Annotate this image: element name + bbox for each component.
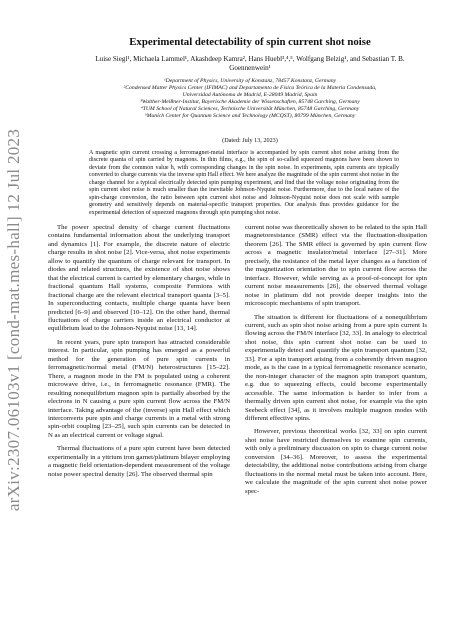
arxiv-stamp [2,128,26,512]
dated-line: (Dated: July 13, 2023) [222,137,278,144]
affiliation-line: ⁵Munich Center for Quantum Science and Technology (MCQST), 80799 München, Germany [144,112,356,119]
abstract: A magnetic spin current crossing a ferromagnet-metal interface is accompanied by spin current shot noise arising from the discrete quanta of spin carried by magnons. In thin films, e.g., the spin of so-called squeezed magnons have been shown to deviate from the common value ħ, with corresponding changes in the spin noise. In experiments, spin currents are typically converted to charge currents via the inverse spin Hall effect. We here analyze the magnitude of the spin current shot noise in the charge channel for a typical electrically detected spin pumping experiment, and find that the voltage noise originating from the spin current shot noise is much smaller than the inevitable Johnson-Nyquist noise. Furthermore, due to the local nature of the spin-charge conversion, the ratio between spin current shot noise and Johnson-Nyquist noise does not scale with sample geometry and sensitively depends on material-specific transport properties. Our analysis thus provides guidance for the experimental detection of squeezed magnons through spin pumping shot noise. [89,150,399,216]
arxiv-stamp-text: arXiv:2307.06103v1 [cond-mat.mes-hall] 12 Jul 2023 [4,128,23,512]
affiliation-line: ⁴TUM School of Natural Sciences, Technische Universität München, 85748 Garching, Germany [140,105,360,112]
paragraph: current noise was theoretically shown to be related to the spin Hall magnetoresistance (SMR) effect via the fluctuation-dissipation theorem [26]. The SMR effect is governed by spin current flow across a magnetic insulator/metal interface [27–31]. More precisely, the resistance of the metal layer changes as a function of the magnetization orientation due to spin current flow across the interface. However, while serving as a proof-of-concept for spin current noise measurements [26], the observed thermal voltage noise in platinum did not provide deeper insights into the microscopic mechanisms of spin transport. [245,224,427,308]
paragraph: However, previous theoretical works [32, 33] on spin current shot noise have restricted themselves to examine spin currents, with only a preliminary discussion on spin to charge current noise conversion [34–36]. Moreover, to assess the experimental detectability, the additional noise contributions arising from charge fluctuations in the normal metal must be taken into account. Here, we calculate the magnitude of the spin current shot noise power spec- [245,428,427,495]
paper-title: Experimental detectability of spin current shot noise [129,36,371,48]
affiliations [62,78,438,119]
paragraph: In recent years, pure spin transport has attracted considerable interest. In particular, spin pumping has emerged as a powerful method for the generation of pure spin currents in ferromagnetic/normal metal (FM/N) heterostructures [15–22]. There, a magnon mode in the FM is populated using a coherent microwave drive, i.e., in ferromagnetic resonance (FMR). The resulting nonequilibrium magnon spin is partially absorbed by the electrons in N causing a pure spin current flow across the FM/N interface. Taking advantage of the (inverse) spin Hall effect which interconverts pure spin and charge currents in a metal with strong spin-orbit coupling [23–25], such spin currents can be detected in N as an electrical current or voltage signal. [48,338,230,439]
paragraph: The power spectral density of charge current fluctuations contains fundamental information about the underlying transport and dynamics [1]. For example, the discrete nature of electric charge results in shot noise [2]. Vice-versa, shot noise experiments allow to quantify the quantum of charge relevant for transport. In diodes and related structures, the existence of shot noise shows that the electrical current is carried by elementary charges, while in fractional quantum Hall systems, composite Fermions with fractional charge are the relevant electrical transport quanta [3–5]. In superconducting contacts, multiple charge quanta have been predicted [6–9] and observed [10–12]. On the other hand, thermal fluctuations of charge carriers inside an electrical conductor at equilibrium lead to the Johnson-Nyquist noise [13, 14]. [48,224,230,333]
paragraph: The situation is different for fluctuations of a nonequilibrium current, such as spin shot noise arising from a pure spin current Is flowing across the FM/N interface [32, 33]. In analogy to electrical shot noise, this spin current shot noise can be used to experimentally detect and quantify the spin transport quantum [32, 33]. For a spin transport arising from a coherently driven magnon mode, as is the case in a typical ferromagnetic resonance scenario, the non-integer character of the magnon spin transport quantum, e.g. due to squeezing effects, could become experimentally accessible. The same information is harder to infer from a thermally driven spin current shot noise, for example via the spin Seebeck effect [34], as it involves multiple magnon modes with different effective spins. [245,313,427,422]
right-column [245,224,427,501]
author-list: Luise Siegl¹, Michaela Lammel¹, Akashdeep Kamra², Hans Huebl³,⁴,⁵, Wolfgang Belzig¹, and Sebastian T. B. Goennenwein¹ [95,55,405,73]
paragraph: Thermal fluctuations of a pure spin current have been detected experimentally in a yttrium iron garnet/platinum bilayer employing a magnetic field orientation-dependent measurement of the voltage noise power spectral density [26]. The observed thermal spin [48,445,230,478]
affiliation-line: Universidad Autónoma de Madrid, E-28049 Madrid, Spain [182,91,318,98]
left-column [48,224,230,484]
affiliation-line: ¹Department of Physics, University of Konstanz, 78457 Konstanz, Germany [163,78,337,84]
affiliation-line: ³Walther-Meißner-Institut, Bayerische Akademie der Wissenschaften, 85748 Garching, Germany [140,98,360,105]
affiliation-line: ²Condensed Matter Physics Center (IFIMAC) and Departamento de Física Teórica de la Materia Condensada, [123,84,377,91]
